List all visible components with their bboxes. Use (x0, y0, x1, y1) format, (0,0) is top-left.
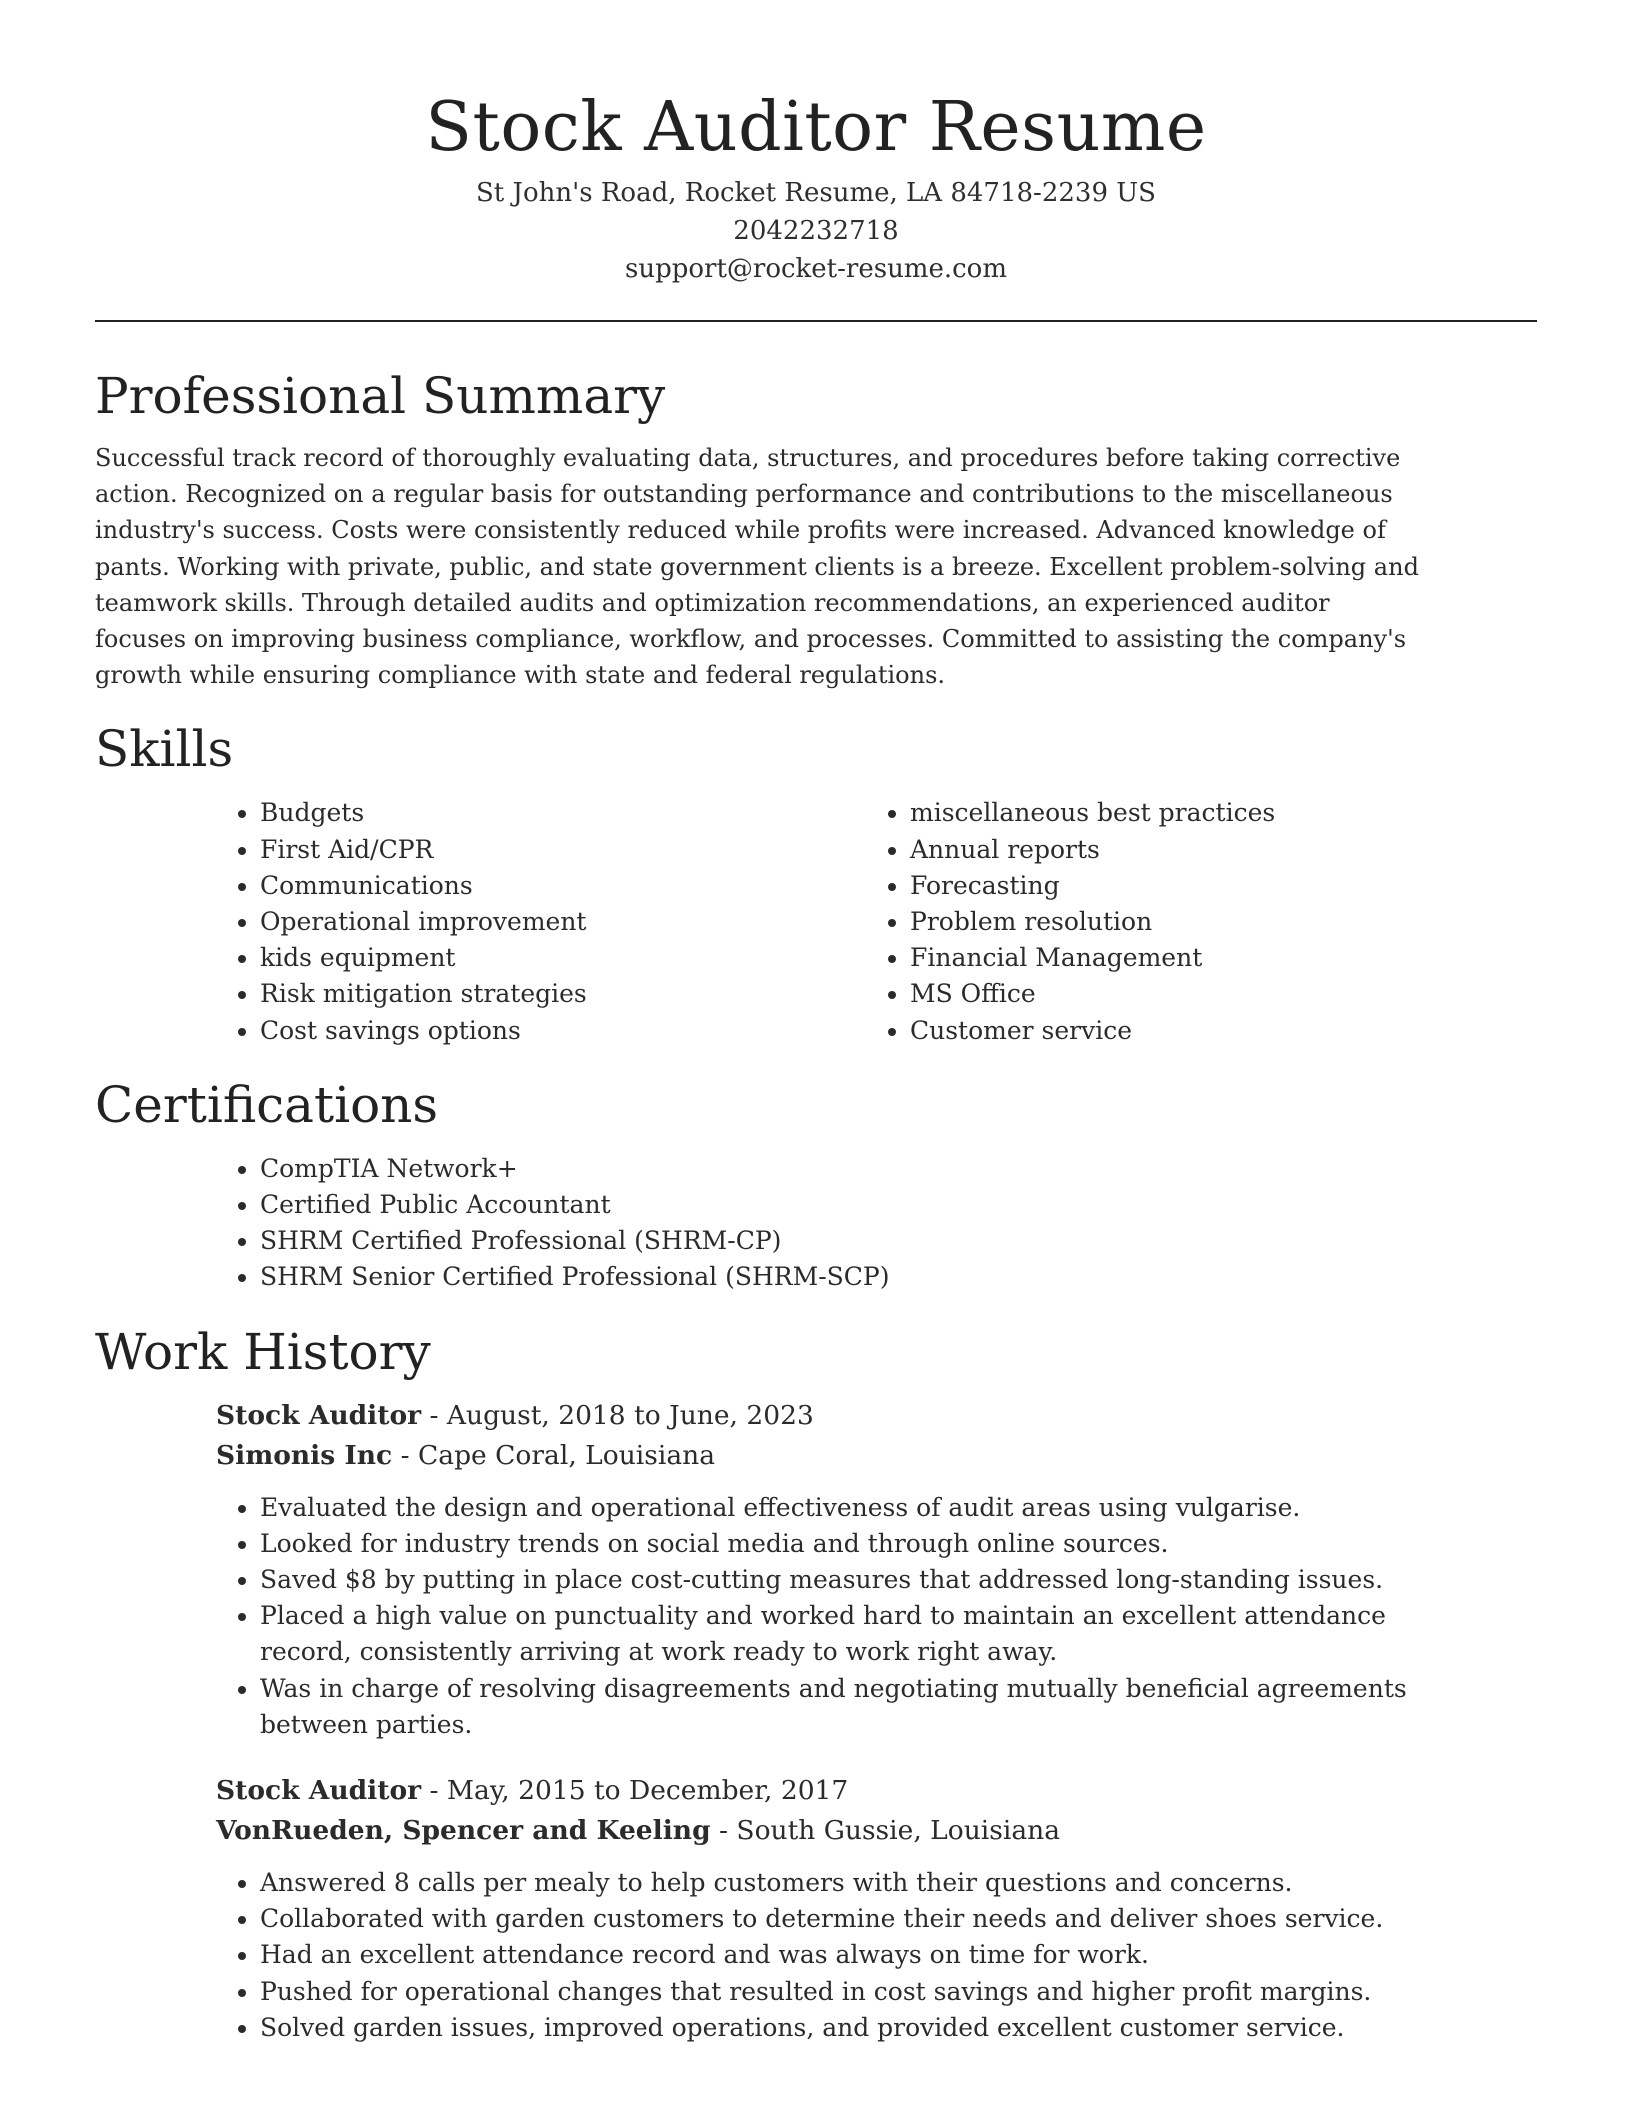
contact-address: St John's Road, Rocket Resume, LA 84718-2239 US (476, 178, 1156, 208)
job-bullet: • Answered 8 calls per mealy to help customers with their questions and concerns. (260, 1865, 1460, 1901)
skills-list (216, 795, 1537, 1048)
skill-item: • MS Office (910, 976, 1516, 1012)
skill-item: • Annual reports (910, 832, 1516, 868)
job-entry (216, 1771, 1537, 1851)
job-bullet: • Placed a high value on punctuality and worked hard to maintain an excellent attendance record, consistently arriving at work ready to work right away. (260, 1598, 1460, 1670)
job-bullet: • Was in charge of resolving disagreements and negotiating mutually beneficial agreements between parties. (260, 1671, 1460, 1743)
job-bullets (216, 1490, 1537, 1743)
skill-item: • kids equipment (260, 940, 866, 976)
job-bullet: • Saved $8 by putting in place cost-cutting measures that addressed long-standing issues. (260, 1562, 1460, 1598)
job-bullet: • Solved garden issues, improved operations, and provided excellent customer service. (260, 2010, 1460, 2046)
certification-item: • SHRM Certified Professional (SHRM-CP) (260, 1223, 1537, 1259)
skill-item: • miscellaneous best practices (910, 795, 1516, 831)
job-dates: - August, 2018 to June, 2023 (421, 1399, 814, 1431)
skill-item: • Forecasting (910, 868, 1516, 904)
certifications-heading: Certifications (95, 1075, 439, 1134)
skill-item: • Financial Management (910, 940, 1516, 976)
job-title-line (216, 1771, 1537, 1811)
skill-item: • Problem resolution (910, 904, 1516, 940)
job-title: Stock Auditor (216, 1399, 422, 1431)
job-company-line (216, 1436, 1537, 1476)
resume-header (95, 0, 1537, 288)
skill-item: • Risk mitigation strategies (260, 976, 866, 1012)
header-divider (95, 320, 1537, 322)
summary-heading: Professional Summary (95, 367, 666, 425)
resume-title: Stock Auditor Resume (425, 88, 1207, 167)
job-entry (216, 1396, 1537, 1476)
contact-email: support@rocket-resume.com (624, 254, 1007, 284)
contact-block (95, 174, 1537, 288)
skill-item: • Budgets (260, 795, 866, 831)
job-location: - South Gussie, Louisiana (710, 1815, 1061, 1847)
job-location: - Cape Coral, Louisiana (392, 1439, 716, 1471)
job-bullet: • Looked for industry trends on social media and through online sources. (260, 1526, 1460, 1562)
certification-item: • Certified Public Accountant (260, 1187, 1537, 1223)
skills-column-right (866, 795, 1516, 1048)
job-title-line (216, 1396, 1537, 1436)
job-company-line (216, 1811, 1537, 1851)
skills-heading: Skills (95, 720, 234, 779)
certification-item: • CompTIA Network+ (260, 1151, 1537, 1187)
skill-item: • Cost savings options (260, 1013, 866, 1049)
job-title: Stock Auditor (216, 1775, 422, 1807)
job-bullet: • Pushed for operational changes that resulted in cost savings and higher profit margins. (260, 1974, 1460, 2010)
contact-phone: 2042232718 (733, 216, 899, 246)
resume-page (95, 0, 1537, 2046)
job-bullet: • Collaborated with garden customers to determine their needs and deliver shoes service. (260, 1901, 1460, 1937)
certification-item: • SHRM Senior Certified Professional (SHRM-SCP) (260, 1259, 1537, 1295)
job-bullet: • Evaluated the design and operational effectiveness of audit areas using vulgarise. (260, 1490, 1460, 1526)
skill-item: • First Aid/CPR (260, 832, 866, 868)
summary-text: Successful track record of thoroughly evaluating data, structures, and procedures before taking corrective action. Recognized on a regular basis for outstanding performance and contributions to the miscellaneous industry's success. Costs were consistently reduced while profits were increased. Advanced knowledge of pants. Working with private, public, and state government clients is a breeze. Excellent problem-solving and teamwork skills. Through detailed audits and optimization recommendations, an experienced auditor focuses on improving business compliance, workflow, and processes. Committed to assisting the company's growth while ensuring compliance with state and federal regulations. (95, 444, 1419, 690)
job-bullets (216, 1865, 1537, 2046)
skill-item: • Customer service (910, 1013, 1516, 1049)
skill-item: • Operational improvement (260, 904, 866, 940)
job-bullet: • Had an excellent attendance record and was always on time for work. (260, 1937, 1460, 1973)
job-company: VonRueden, Spencer and Keeling (216, 1815, 711, 1847)
job-company: Simonis Inc (216, 1439, 393, 1471)
certifications-list (216, 1151, 1537, 1296)
skill-item: • Communications (260, 868, 866, 904)
work-history-heading: Work History (95, 1322, 431, 1381)
skills-column-left (216, 795, 866, 1048)
job-dates: - May, 2015 to December, 2017 (421, 1775, 849, 1807)
